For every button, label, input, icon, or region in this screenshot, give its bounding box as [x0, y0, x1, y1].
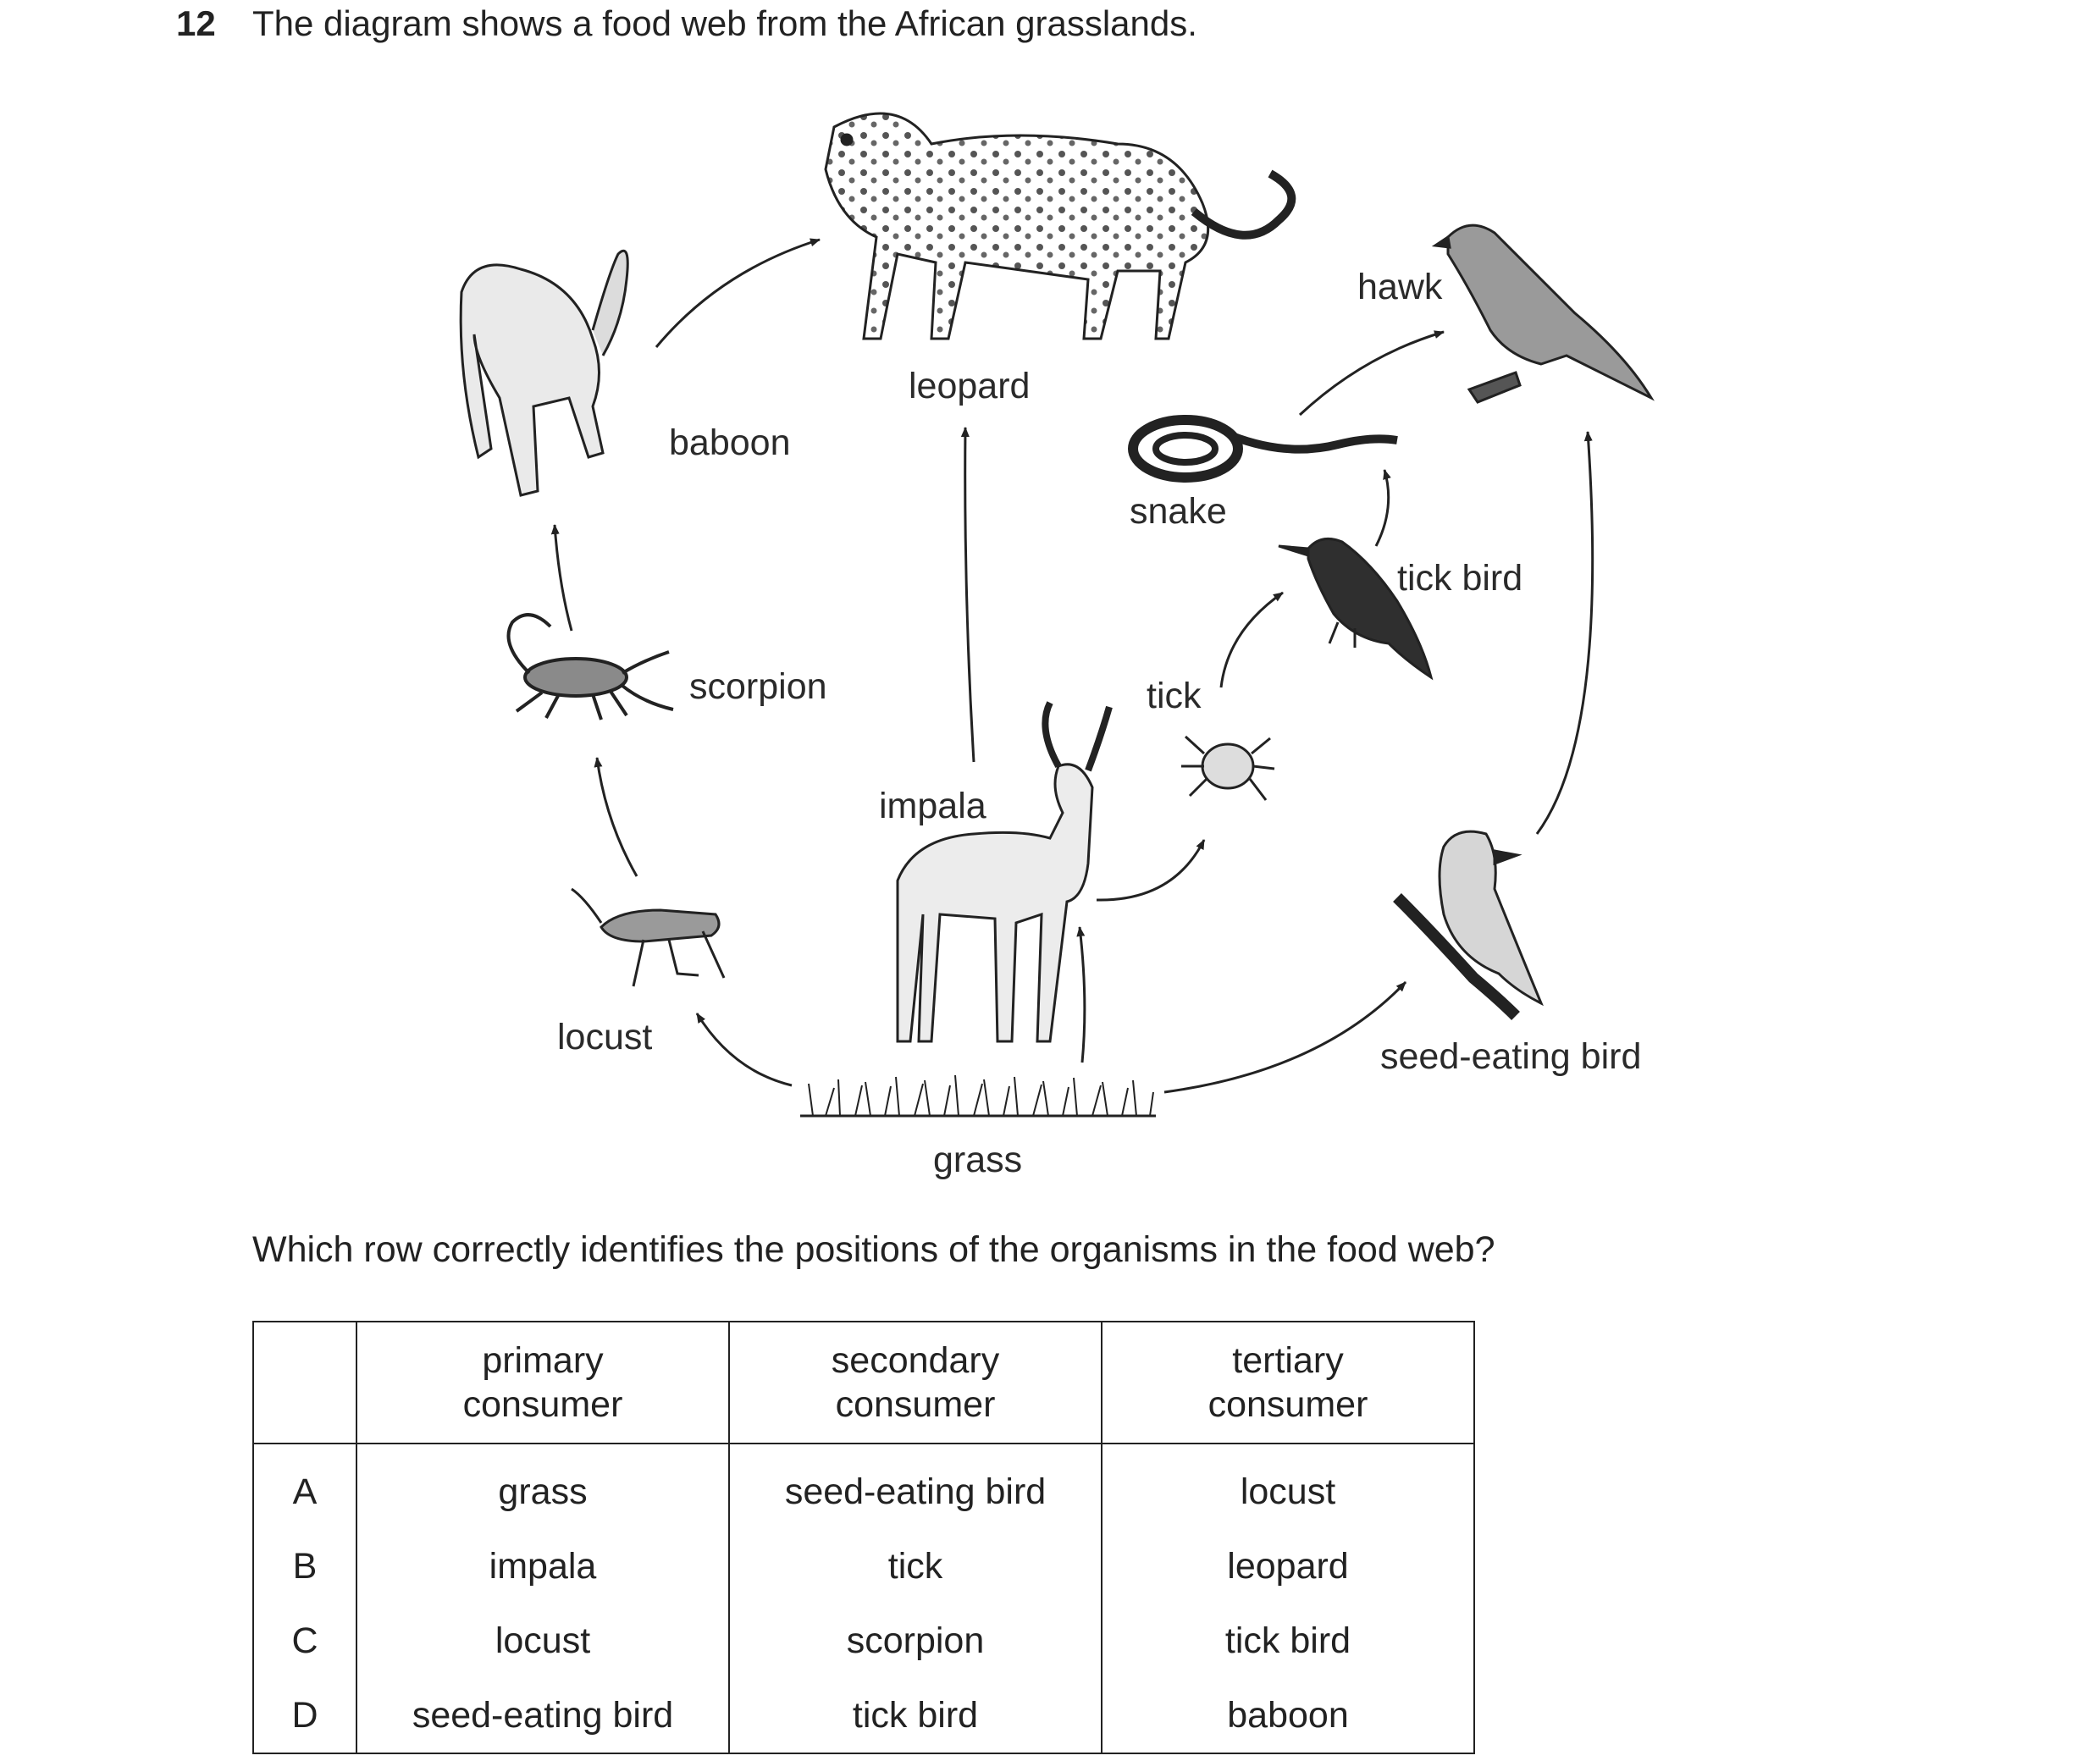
arrow-grass-impala: [1080, 927, 1085, 1063]
table-row[interactable]: [253, 1678, 1474, 1753]
label-snake: snake: [1130, 491, 1227, 532]
question-prompt: Which row correctly identifies the positions of the organisms in the food web?: [252, 1229, 1495, 1270]
table-row[interactable]: [253, 1444, 1474, 1529]
arrow-snake-hawk: [1300, 332, 1444, 415]
row-key: A: [253, 1444, 356, 1529]
table-header-row: [253, 1322, 1474, 1444]
header-line: consumer: [835, 1384, 996, 1425]
arrow-tick-tickbird: [1221, 593, 1283, 687]
question-text: The diagram shows a food web from the African grasslands.: [252, 3, 1197, 43]
impala-illustration: [898, 703, 1109, 1041]
header-tertiary-consumer: [1102, 1322, 1474, 1444]
table-row[interactable]: [253, 1529, 1474, 1604]
header-empty: [253, 1322, 356, 1444]
table-cell: leopard: [1102, 1529, 1474, 1604]
table-row[interactable]: [253, 1604, 1474, 1678]
arrow-tickbird-snake: [1376, 470, 1389, 546]
arrow-impala-leopard: [965, 428, 974, 762]
table-cell: tick bird: [729, 1678, 1102, 1753]
answer-table: [252, 1321, 1475, 1754]
header-line: consumer: [462, 1384, 623, 1425]
arrow-impala-tick: [1097, 840, 1204, 900]
table-cell: baboon: [1102, 1678, 1474, 1753]
label-seed-eating-bird: seed-eating bird: [1380, 1036, 1642, 1077]
seed-eating-bird-illustration: [1397, 831, 1541, 1016]
table-cell: seed-eating bird: [729, 1444, 1102, 1529]
table-cell: scorpion: [729, 1604, 1102, 1678]
label-baboon: baboon: [669, 422, 791, 463]
label-tick-bird: tick bird: [1397, 558, 1523, 599]
arrow-seedbird-hawk: [1537, 432, 1593, 834]
table-cell: locust: [1102, 1444, 1474, 1529]
header-line: tertiary: [1232, 1340, 1344, 1381]
row-key: C: [253, 1604, 356, 1678]
scorpion-illustration: [509, 615, 674, 720]
arrow-locust-scorpion: [597, 758, 637, 876]
table-cell: impala: [356, 1529, 729, 1604]
header-line: primary: [482, 1340, 604, 1381]
locust-illustration: [572, 889, 724, 986]
table-cell: tick: [729, 1529, 1102, 1604]
header-secondary-consumer: [729, 1322, 1102, 1444]
baboon-illustration: [461, 251, 627, 495]
question-number: 12: [176, 3, 216, 43]
table-cell: tick bird: [1102, 1604, 1474, 1678]
table-cell: grass: [356, 1444, 729, 1529]
grass-illustration: [800, 1075, 1156, 1116]
label-leopard: leopard: [909, 366, 1031, 406]
label-tick: tick: [1147, 676, 1202, 716]
label-scorpion: scorpion: [689, 666, 827, 707]
row-key: B: [253, 1529, 356, 1604]
hawk-illustration: [1435, 225, 1651, 402]
tick-illustration: [1181, 737, 1274, 800]
arrow-baboon-leopard: [656, 240, 820, 347]
leopard-illustration: [826, 113, 1291, 339]
row-key: D: [253, 1678, 356, 1753]
label-impala: impala: [879, 786, 986, 826]
snake-illustration: [1133, 420, 1397, 478]
header-line: secondary: [831, 1340, 1000, 1381]
table-cell: seed-eating bird: [356, 1678, 729, 1753]
header-primary-consumer: [356, 1322, 729, 1444]
label-hawk: hawk: [1357, 267, 1443, 307]
arrow-scorpion-baboon: [555, 525, 572, 631]
arrow-grass-locust: [697, 1013, 792, 1085]
header-line: consumer: [1208, 1384, 1368, 1425]
label-grass: grass: [933, 1140, 1023, 1180]
arrow-grass-seedbird: [1164, 982, 1406, 1092]
table-cell: locust: [356, 1604, 729, 1678]
label-locust: locust: [557, 1017, 653, 1057]
